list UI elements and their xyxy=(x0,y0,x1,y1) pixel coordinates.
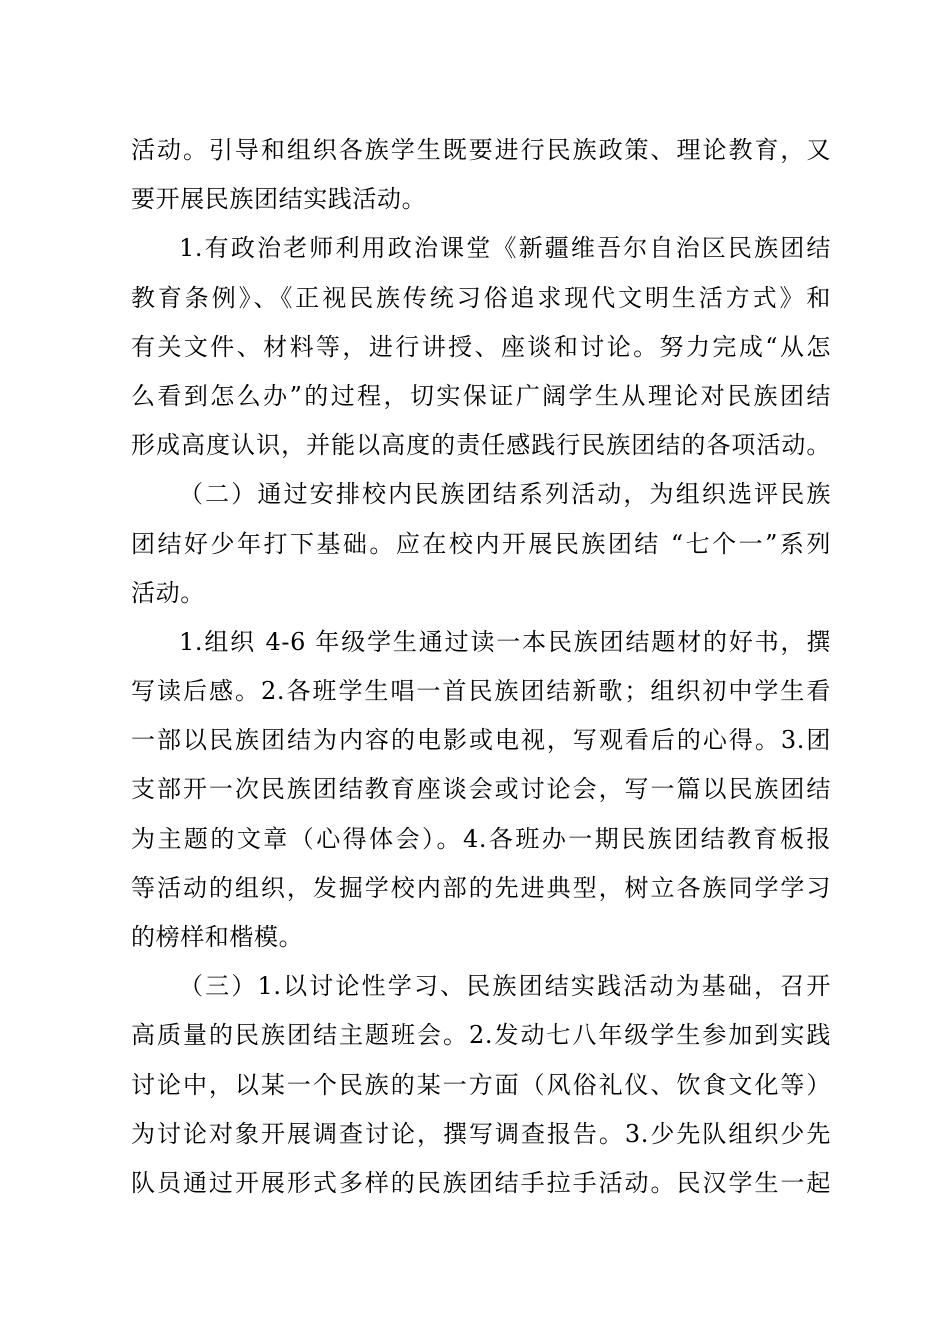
text-line: 活动。 xyxy=(131,578,205,607)
text-line: 么看到怎么办”的过程，切实保证广阔学生从理论对民族团结 xyxy=(131,381,831,410)
text-line: 队员通过开展形式多样的民族团结手拉手活动。民汉学生一起 xyxy=(131,1168,831,1197)
text-line: 为讨论对象开展调查讨论，撰写调查报告。3.少先队组织少先 xyxy=(131,1119,831,1148)
text-line: 高质量的民族团结主题班会。2.发动七八年级学生参加到实践 xyxy=(131,1021,831,1050)
text-line: 一部以民族团结为内容的电影或电视，写观看后的心得。3.团 xyxy=(131,726,831,755)
text-line: 1.有政治老师利用政治课堂《新疆维吾尔自治区民族团结 xyxy=(179,234,831,263)
text-line: 为主题的文章（心得体会）。4.各班办一期民族团结教育板报 xyxy=(131,824,831,853)
text-line: （二）通过安排校内民族团结系列活动，为组织选评民族 xyxy=(179,480,831,509)
text-line: 有关文件、材料等，进行讲授、座谈和讨论。努力完成“从怎 xyxy=(131,332,831,361)
text-line: 支部开一次民族团结教育座谈会或讨论会，写一篇以民族团结 xyxy=(131,775,831,804)
text-line: 讨论中，以某一个民族的某一方面（风俗礼仪、饮食文化等） xyxy=(131,1070,831,1099)
text-line: 活动。引导和组织各族学生既要进行民族政策、理论教育，又 xyxy=(131,136,831,164)
text-line: 等活动的组织，发掘学校内部的先进典型，树立各族同学学习 xyxy=(131,873,831,902)
text-line: 教育条例》、《正视民族传统习俗追求现代文明生活方式》和 xyxy=(131,283,831,312)
text-line: 团结好少年打下基础。应在校内开展民族团结 “七个一”系列 xyxy=(131,529,831,558)
text-line: （三）1.以讨论性学习、民族团结实践活动为基础，召开 xyxy=(179,972,831,1001)
text-line: 的榜样和楷模。 xyxy=(131,923,304,951)
text-line: 形成高度认识，并能以高度的责任感践行民族团结的各项活动。 xyxy=(131,431,831,460)
text-line: 写读后感。2.各班学生唱一首民族团结新歌；组织初中学生看 xyxy=(131,677,831,706)
document-body xyxy=(131,126,831,1208)
text-line: 要开展民族团结实践活动。 xyxy=(131,185,427,214)
text-line: 1.组织 4-6 年级学生通过读一本民族团结题材的好书，撰 xyxy=(179,627,831,656)
